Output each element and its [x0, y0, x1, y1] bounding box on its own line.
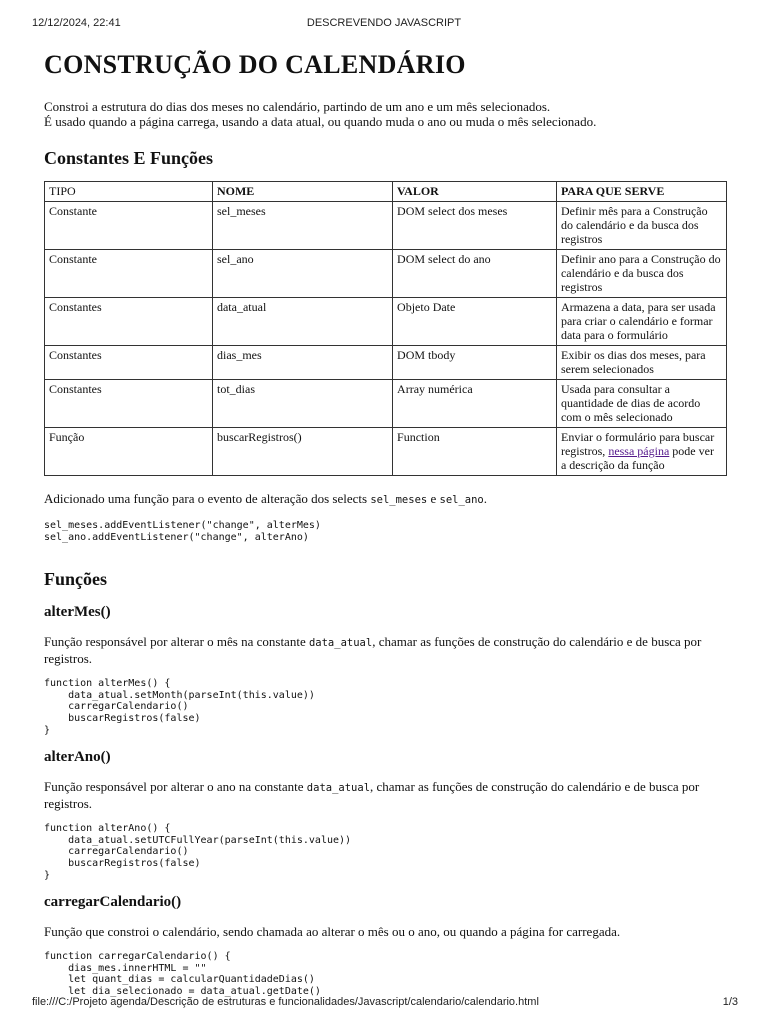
- table-row: [45, 380, 727, 428]
- event-text-middle: e: [427, 491, 440, 506]
- print-file-url: file:///C:/Projeto agenda/Descrição de estruturas e funcionalidades/Javascript/calendario/calendario.html: [32, 996, 539, 1008]
- cell-purpose: Exibir os dias dos meses, para serem selecionados: [556, 346, 726, 380]
- intro-line-1: Constroi a estrutura do dias dos meses no calendário, partindo de um ano e um mês selecionados.: [44, 99, 551, 114]
- cell-purpose: Armazena a data, para ser usada para criar o calendário e formar data para o formulário: [556, 298, 726, 346]
- print-footer: [0, 996, 768, 1010]
- table-row: [45, 202, 727, 250]
- cell-tipo: Função: [45, 428, 213, 476]
- nessa-pagina-link[interactable]: nessa página: [608, 444, 670, 458]
- altermes-desc-after: , chamar as funções de construção do calendário e de busca por registros.: [44, 634, 702, 667]
- carregarcalendario-description: Função que constroi o calendário, sendo chamada ao alterar o mês ou o ano, ou quando a página for carregada.: [44, 924, 621, 940]
- cell-valor: DOM select dos meses: [393, 202, 557, 250]
- altermes-description: [44, 634, 730, 666]
- cell-nome: buscarRegistros(): [212, 428, 392, 476]
- carregarcalendario-heading: carregarCalendario(): [44, 894, 182, 911]
- table-row: [45, 346, 727, 380]
- cell-valor: DOM select do ano: [393, 250, 557, 298]
- header-nome: NOME: [212, 182, 392, 202]
- carregarcalendario-code: function carregarCalendario() { dias_mes.innerHTML = "" let quant_dias = calcularQuantidadeDias() let dia_selecionado = data_atual.getDate(): [44, 951, 321, 997]
- functions-heading: Funções: [44, 569, 107, 590]
- code-sel-meses: sel_meses: [370, 494, 428, 506]
- cell-tipo: Constante: [45, 250, 213, 298]
- header-valor: VALOR: [393, 182, 557, 202]
- cell-valor: DOM tbody: [393, 346, 557, 380]
- print-header: [0, 17, 768, 31]
- cell-purpose: Definir mês para a Construção do calendário e da busca dos registros: [556, 202, 726, 250]
- cell-nome: sel_ano: [212, 250, 392, 298]
- cell-purpose: Usada para consultar a quantidade de dias de acordo com o mês selecionado: [556, 380, 726, 428]
- cell-valor: Objeto Date: [393, 298, 557, 346]
- event-listener-code: sel_meses.addEventListener("change", alterMes) sel_ano.addEventListener("change", alterAno): [44, 520, 321, 543]
- cell-valor: Function: [393, 428, 557, 476]
- page-title: CONSTRUÇÃO DO CALENDÁRIO: [44, 50, 466, 79]
- constants-table: [44, 181, 727, 476]
- table-row: [45, 250, 727, 298]
- cell-purpose: [556, 428, 726, 476]
- alterano-desc-after: , chamar as funções de construção do calendário e de busca por registros.: [44, 779, 700, 812]
- cell-nome: sel_meses: [212, 202, 392, 250]
- cell-tipo: Constante: [45, 202, 213, 250]
- cell-tipo: Constantes: [45, 380, 213, 428]
- event-listener-text: [44, 491, 730, 508]
- header-para-que-serve: PARA QUE SERVE: [556, 182, 726, 202]
- altermes-desc-before: Função responsável por alterar o mês na constante: [44, 634, 309, 650]
- table-header-row: [45, 182, 727, 202]
- table-row: [45, 428, 727, 476]
- cell-nome: data_atual: [212, 298, 392, 346]
- event-text-before: Adicionado uma função para o evento de alteração dos selects: [44, 491, 371, 506]
- cell-tipo: Constantes: [45, 298, 213, 346]
- alterano-desc-before: Função responsável por alterar o ano na constante: [44, 779, 307, 795]
- constants-heading: Constantes E Funções: [44, 148, 214, 168]
- cell-nome: dias_mes: [212, 346, 392, 380]
- alterano-heading: alterAno(): [44, 749, 111, 766]
- print-doc-title: DESCREVENDO JAVASCRIPT: [306, 17, 462, 29]
- purpose-text-before: Enviar o formulário para buscar registros,: [560, 430, 715, 458]
- altermes-code: function alterMes() { data_atual.setMonth(parseInt(this.value)) carregarCalendario() buscarRegistros(false) }: [44, 678, 315, 736]
- code-data-atual: data_atual: [308, 637, 373, 650]
- purpose-text-after: pode ver a descrição da função: [560, 444, 714, 472]
- altermes-heading: alterMes(): [44, 604, 111, 621]
- cell-valor: Array numérica: [393, 380, 557, 428]
- code-data-atual: data_atual: [306, 782, 371, 795]
- cell-tipo: Constantes: [45, 346, 213, 380]
- alterano-code: function alterAno() { data_atual.setUTCFullYear(parseInt(this.value)) carregarCalendario() buscarRegistros(false) }: [44, 823, 352, 881]
- cell-nome: tot_dias: [212, 380, 392, 428]
- document-content: [44, 48, 730, 998]
- print-page-number: 1/3: [722, 996, 738, 1008]
- code-sel-ano: sel_ano: [439, 494, 484, 506]
- table-row: [45, 298, 727, 346]
- event-text-after: .: [483, 491, 488, 506]
- alterano-description: [44, 779, 730, 811]
- intro-line-2: É usado quando a página carrega, usando a data atual, ou quando muda o ano ou muda o mês selecionado.: [44, 114, 597, 129]
- print-datetime: 12/12/2024, 22:41: [32, 17, 121, 29]
- intro-paragraph: [44, 99, 730, 129]
- cell-purpose: Definir ano para a Construção do calendário e da busca dos registros: [556, 250, 726, 298]
- header-tipo: TIPO: [45, 182, 213, 202]
